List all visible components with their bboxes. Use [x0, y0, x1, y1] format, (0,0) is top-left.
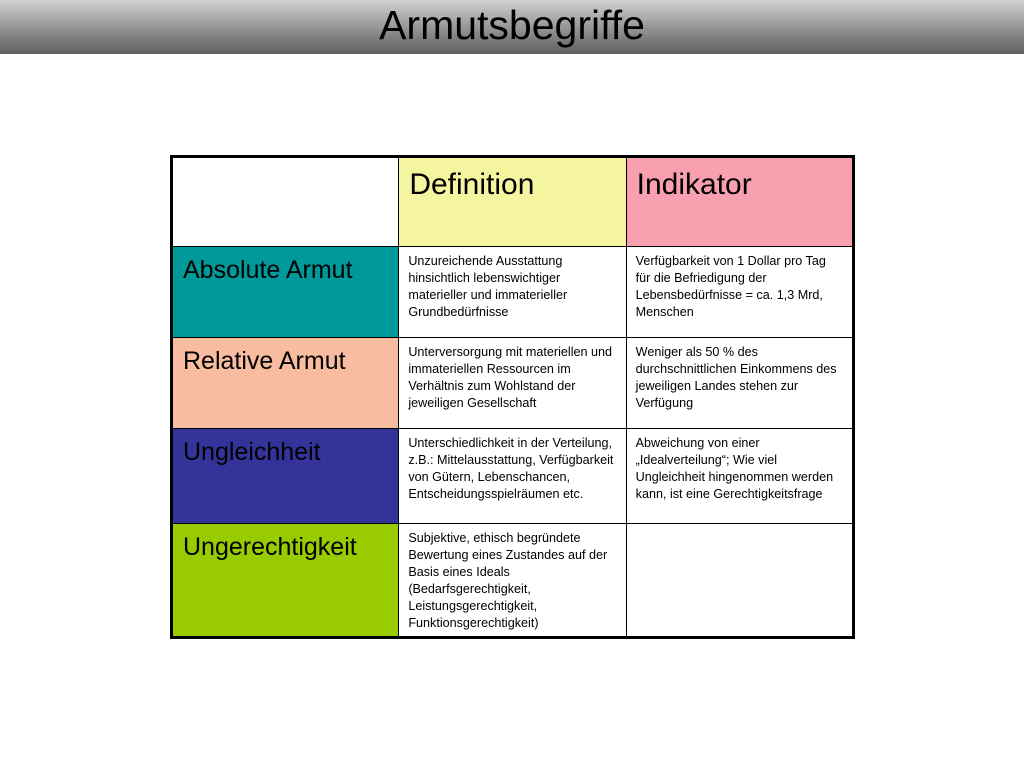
definition-cell: Subjektive, ethisch begründete Bewertung eines Zustandes auf der Basis eines Ideals (Bedarfsgerechtigkeit, Leistungsgerechtigkeit, Funktionsgerechtigkeit)	[399, 524, 626, 638]
table-row	[172, 338, 854, 429]
table-row	[172, 247, 854, 338]
indicator-cell: Abweichung von einer „Idealverteilung“; Wie viel Ungleichheit hingenommen werden kann, ist eine Gerechtigkeitsfrage	[626, 429, 853, 524]
definition-cell: Unzureichende Ausstattung hinsichtlich lebenswichtiger materieller und immaterieller Grundbedürfnisse	[399, 247, 626, 338]
header-indicator: Indikator	[626, 157, 853, 247]
definition-cell: Unterversorgung mit materiellen und immateriellen Ressourcen im Verhältnis zum Wohlstand der jeweiligen Gesellschaft	[399, 338, 626, 429]
header-corner-cell	[172, 157, 399, 247]
row-label-injustice: Ungerechtigkeit	[172, 524, 399, 638]
slide-title: Armutsbegriffe	[379, 2, 645, 48]
row-label-absolute-poverty: Absolute Armut	[172, 247, 399, 338]
indicator-cell: Verfügbarkeit von 1 Dollar pro Tag für die Befriedigung der Lebensbedürfnisse = ca. 1,3 Mrd, Menschen	[626, 247, 853, 338]
indicator-cell	[626, 524, 853, 638]
title-bar	[0, 0, 1024, 54]
row-label-inequality: Ungleichheit	[172, 429, 399, 524]
row-label-relative-poverty: Relative Armut	[172, 338, 399, 429]
indicator-cell: Weniger als 50 % des durchschnittlichen Einkommens des jeweiligen Landes stehen zur Verfügung	[626, 338, 853, 429]
definition-cell: Unterschiedlichkeit in der Verteilung, z.B.: Mittelausstattung, Verfügbarkeit von Gütern, Lebenschancen, Entscheidungsspielräumen etc.	[399, 429, 626, 524]
table-row	[172, 524, 854, 638]
table-row	[172, 429, 854, 524]
table-header-row	[172, 157, 854, 247]
header-definition: Definition	[399, 157, 626, 247]
poverty-concepts-table	[170, 155, 855, 639]
